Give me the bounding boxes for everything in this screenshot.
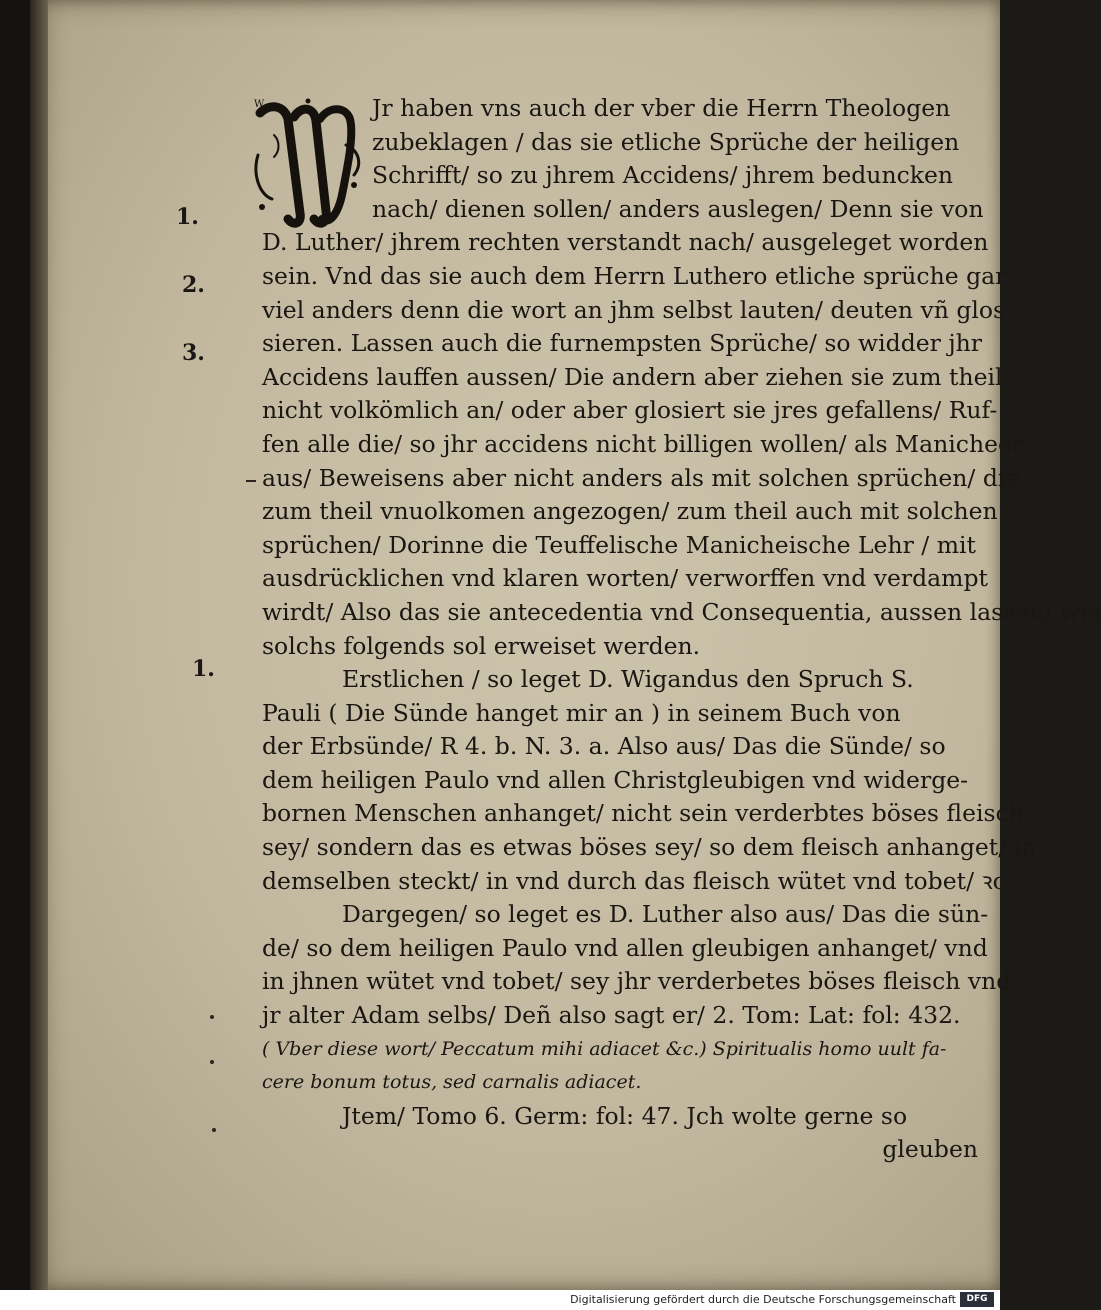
text-line: sieren. Lassen auch die furnempsten Sprüche/ so widder jhr [262, 329, 983, 358]
text-line: dem heiligen Paulo vnd allen Christgleubigen vnd widerge- [262, 765, 969, 794]
text-line: Accidens lauffen aussen/ Die andern aber ziehen sie zum theil [262, 362, 1003, 391]
text-line: in jhnen wütet vnd tobet/ sey jhr verderbetes böses fleisch vnd [262, 967, 1012, 996]
text-line: zubeklagen / das sie etliche Sprüche der heiligen [372, 127, 960, 156]
text-line: ausdrücklichen vnd klaren worten/ verworffen vnd verdampt [262, 564, 988, 593]
margin-number: 1. [176, 204, 199, 230]
footer-credit: Digitalisierung gefördert durch die Deutsche Forschungsgemeinschaft [570, 1293, 956, 1306]
text-line: der Erbsünde/ R 4. b. N. 3. a. Also aus/ Das die Sünde/ so [262, 732, 946, 761]
margin-dot [212, 1128, 216, 1132]
text-line: aus/ Beweisens aber nicht anders als mit solchen sprüchen/ die [262, 463, 1020, 492]
initial-letter-value: W [254, 99, 265, 110]
text-line: viel anders denn die wort an jhm selbst lauten/ deuten vñ glos- [262, 295, 1014, 324]
margin-number: 2. [182, 272, 205, 298]
text-line: sein. Vnd das sie auch dem Herrn Luthero etliche sprüche gar [262, 261, 1007, 290]
text-line: Jr haben vns auch der vber die Herrn Theologen [372, 94, 951, 122]
text-line: nach/ dienen sollen/ anders auslegen/ Denn sie von [372, 194, 984, 223]
text-line: Jtem/ Tomo 6. Germ: fol: 47. Jch wolte gerne so [342, 1101, 908, 1130]
text-line: jr alter Adam selbs/ Deñ also sagt er/ 2. Tom: Lat: fol: 432. [262, 1001, 961, 1030]
dfg-logo: DFG [960, 1292, 994, 1307]
text-line: D. Luther/ jhrem rechten verstandt nach/ ausgeleget worden [262, 228, 989, 257]
text-line: zum theil vnuolkomen angezogen/ zum theil auch mit solchen [262, 497, 998, 526]
text-line: Dargegen/ so leget es D. Luther also aus/ Das die sün- [342, 900, 989, 929]
text-line: sprüchen/ Dorinne die Teuffelische Manicheische Lehr / mit [262, 530, 976, 559]
text-line: Pauli ( Die Sünde hanget mir an ) in seinem Buch von [262, 698, 901, 727]
text-line: de/ so dem heiligen Paulo vnd allen gleubigen anhanget/ vnd [262, 933, 988, 962]
text-line: solchs folgends sol erweiset werden. [262, 631, 701, 660]
text-line: fen alle die/ so jhr accidens nicht billigen wollen/ als Manicheer [262, 429, 1024, 458]
page-gutter [30, 0, 48, 1290]
body-text [262, 92, 1101, 1167]
text-line: sey/ sondern das es etwas böses sey/ so dem fleisch anhanget/ in [262, 833, 1037, 862]
text-line: wirdt/ Also das sie antecedentia vnd Consequentia, aussen lassen/ wie [262, 597, 1101, 626]
text-line: ( Vber diese wort/ Peccatum mihi adiacet &c.) Spiritualis homo uult fa- [262, 1037, 947, 1060]
margin-dot [210, 1060, 214, 1064]
text-line: demselben steckt/ in vnd durch das fleisch wütet vnd tobet/ ꝛc. [262, 866, 1014, 895]
margin-dot [210, 1015, 214, 1019]
margin-dash [246, 480, 256, 482]
text-line: cere bonum totus, sed carnalis adiacet. [262, 1071, 642, 1094]
footer-bar [0, 1290, 1000, 1310]
text-line: nicht volkömlich an/ oder aber glosiert sie jres gefallens/ Ruf- [262, 396, 998, 425]
text-line: Erstlichen / so leget D. Wigandus den Spruch S. [342, 665, 914, 694]
margin-number: 1. [192, 656, 215, 682]
catchword: gleuben [882, 1135, 978, 1164]
text-line: Schrifft/ so zu jhrem Accidens/ jhrem beduncken [372, 161, 954, 190]
text-line: bornen Menschen anhanget/ nicht sein verderbtes böses fleisch [262, 799, 1024, 828]
margin-number: 3. [182, 340, 205, 366]
